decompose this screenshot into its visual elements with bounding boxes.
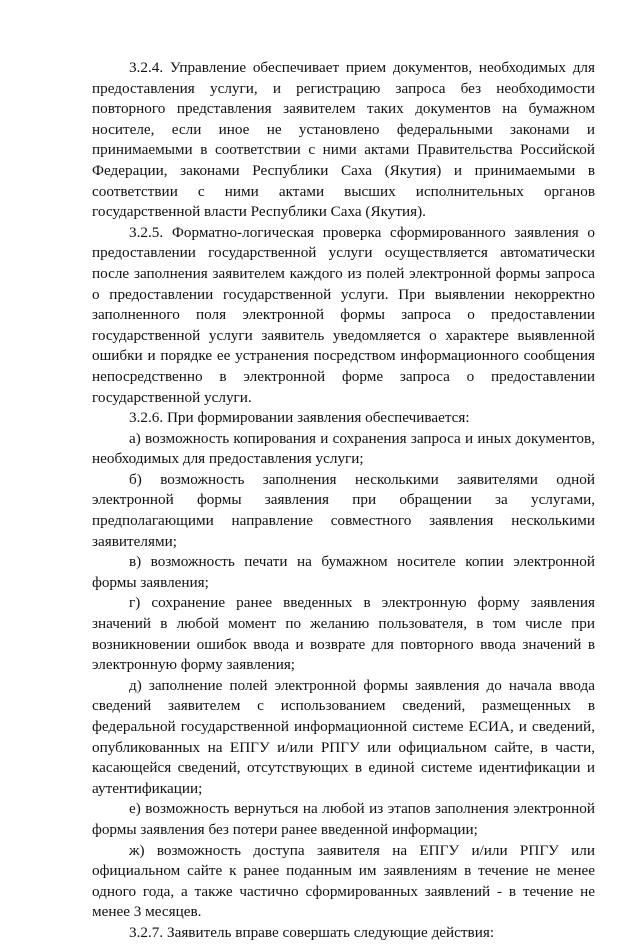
list-item-a: а) возможность копирования и сохранения запроса и иных документов, необходимых для предоставления услуги;: [92, 429, 595, 468]
list-item-zh: ж) возможность доступа заявителя на ЕПГУ и/или РПГУ или официальном сайте к ранее поданным им заявлениям в течение не менее одного года, а также частично сформированных заявлений - в течение не менее 3 месяцев.: [92, 841, 595, 921]
list-item-d: д) заполнение полей электронной формы заявления до начала ввода сведений заявителем с использованием сведений, размещенных в федеральной государственной информационной системе ЕСИА, и сведений, опубликованных на ЕПГУ и/или РПГУ или официальном сайте, в части, касающейся сведений, отсутствующих в единой системе идентификации и аутентификации;: [92, 676, 595, 797]
paragraph-3-2-7: 3.2.7. Заявитель вправе совершать следующие действия:: [129, 923, 495, 941]
paragraph-3-2-5: 3.2.5. Форматно-логическая проверка сформированного заявления о предоставлении государственной услуги осуществляется автоматически после заполнения заявителем каждого из полей электронной формы запроса о предоставлении государственной услуги. При выявлении некорректно заполненного поля электронной формы запроса о предоставлении государственной услуги заявитель уведомляется о характере выявленной ошибки и порядке ее устранения посредством информационного сообщения непосредственно в электронной форме запроса о предоставлении государственной услуги.: [92, 223, 595, 406]
paragraph-3-2-4: 3.2.4. Управление обеспечивает прием документов, необходимых для предоставления услуги, и регистрацию запроса без необходимости повторного представления заявителем таких документов на бумажном носителе, если иное не установлено федеральными законами и принимаемыми в соответствии с ними актами Правительства Российской Федерации, законами Республики Саха (Якутия) и принимаемыми в соответствии с ними актами высших исполнительных органов государственной власти Республики Саха (Якутия).: [92, 59, 595, 221]
list-item-v: в) возможность печати на бумажном носителе копии электронной формы заявления;: [92, 553, 595, 591]
paragraph-3-2-6: 3.2.6. При формировании заявления обеспечивается:: [129, 409, 470, 427]
document-page: [92, 58, 595, 944]
list-item-e: е) возможность вернуться на любой из этапов заполнения электронной формы заявления без потери ранее введенной информации;: [92, 800, 595, 838]
list-item-g: г) сохранение ранее введенных в электронную форму заявления значений в любой момент по желанию пользователя, в том числе при возникновении ошибок ввода и возврате для повторного ввода значений в электронную форму заявления;: [92, 594, 595, 674]
list-item-b: б) возможность заполнения несколькими заявителями одной электронной формы заявления при обращении за услугами, предполагающими направление совместного заявления несколькими заявителями;: [92, 470, 595, 550]
